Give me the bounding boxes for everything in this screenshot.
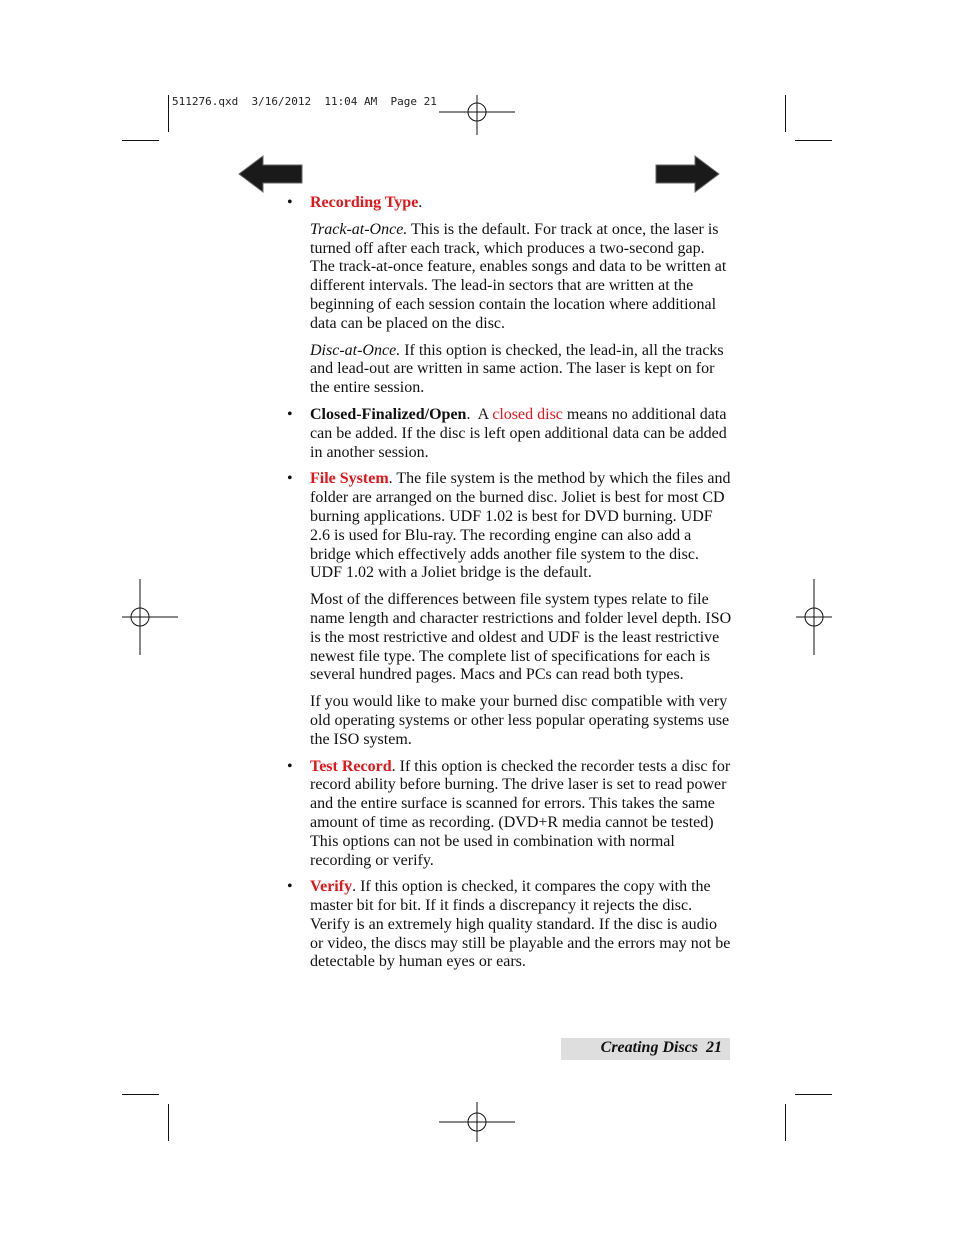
verify-text: . If this option is checked, it compares the copy with the master bit for bit. If it finds a discrepancy it rejects the disc. Verify is an extremely high quality standard. If the disc is audio or video, the discs may still be playable and the errors may not be detectable by human eyes or ears. — [310, 878, 731, 971]
closed-disc-link[interactable]: closed disc — [492, 405, 563, 423]
crop-mark — [168, 1104, 169, 1141]
track-at-once-label: Track-at-Once. — [310, 220, 408, 238]
disc-at-once-text: If this option is checked, the lead-in, all the tracks and lead-out are written in same action. The laser is kept on for the entire session. — [310, 341, 724, 397]
registration-mark-icon — [439, 77, 515, 153]
crop-mark — [785, 1104, 786, 1141]
crop-mark — [122, 1094, 159, 1095]
page-footer — [561, 1038, 730, 1060]
verify-heading: Verify — [310, 878, 353, 896]
registration-mark-icon — [102, 579, 178, 655]
crop-mark — [122, 140, 159, 141]
next-page-button[interactable] — [655, 154, 721, 194]
test-record-heading: Test Record — [310, 757, 392, 775]
list-item-verify — [287, 878, 732, 972]
footer-section-title: Creating Discs — [600, 1039, 698, 1056]
bullet: • — [287, 757, 293, 775]
list-item-closed-finalized — [287, 406, 732, 462]
file-system-paragraph-3: If you would like to make your burned disc compatible with very old operating systems or other less popular operating systems use the ISO system. — [310, 693, 730, 748]
file-system-paragraph-2: Most of the differences between file system types relate to file name length and character restrictions and folder level depth. ISO is the most restrictive and oldest and UDF is the least restrictive newest file type. The complete list of specifications for each is several hundred pages. Macs and PCs can read both types. — [310, 591, 732, 684]
list-item-file-system — [287, 470, 732, 583]
test-record-text: . If this option is checked the recorder tests a disc for record ability before burning. The drive laser is set to read power and the entire surface is scanned for errors. This takes the same amount of time as recording. (DVD+R media cannot be tested) This options can not be used in combination with normal recording or verify. — [310, 757, 731, 869]
page-content — [287, 194, 732, 980]
crop-mark — [168, 95, 169, 132]
disc-at-once-paragraph — [287, 342, 732, 398]
bullet: • — [287, 194, 293, 211]
bullet: • — [287, 470, 293, 488]
page-number: 21 — [706, 1039, 722, 1056]
closed-finalized-heading: Closed-Finalized/Open — [310, 405, 467, 423]
prev-page-button[interactable] — [237, 154, 303, 194]
closed-post-text: means no additional data can be added. If the disc is left open additional data can be added in another session. — [310, 405, 727, 461]
heading-period: . — [418, 194, 423, 211]
file-system-text: . The file system is the method by which the files and folder are arranged on the burned disc. Joliet is best for most CD burning applications. UDF 1.02 is best for DVD burning. UDF 2.6 is used for Blu-ray. The recording engine can also add a bridge which effectively adds another file system to the disc. UDF 1.02 with a Joliet bridge is the default. — [310, 470, 731, 582]
bullet: • — [287, 878, 293, 896]
track-at-once-text: This is the default. For track at once, the laser is turned off after each track, which produces a two-second gap. The track-at-once feature, enables songs and data to be written at different intervals. The lead-in sectors that are written at the beginning of each session contain the location where additional data can be placed on the disc. — [310, 220, 727, 332]
track-at-once-paragraph — [287, 221, 732, 334]
crop-mark — [795, 1094, 832, 1095]
registration-mark-icon — [776, 579, 852, 655]
left-arrow-icon — [237, 154, 303, 194]
crop-mark — [795, 140, 832, 141]
slug-line: 511276.qxd 3/16/2012 11:04 AM Page 21 — [172, 95, 437, 108]
right-arrow-icon — [655, 154, 721, 194]
registration-mark-icon — [439, 1086, 515, 1162]
disc-at-once-label: Disc-at-Once. — [310, 341, 401, 359]
file-system-heading: File System — [310, 470, 389, 488]
list-item-test-record — [287, 758, 732, 871]
recording-type-heading: Recording Type — [310, 194, 419, 211]
closed-pre-text: . A — [466, 405, 493, 423]
crop-mark — [785, 95, 786, 132]
list-item-recording-type — [287, 194, 732, 213]
bullet: • — [287, 405, 293, 423]
